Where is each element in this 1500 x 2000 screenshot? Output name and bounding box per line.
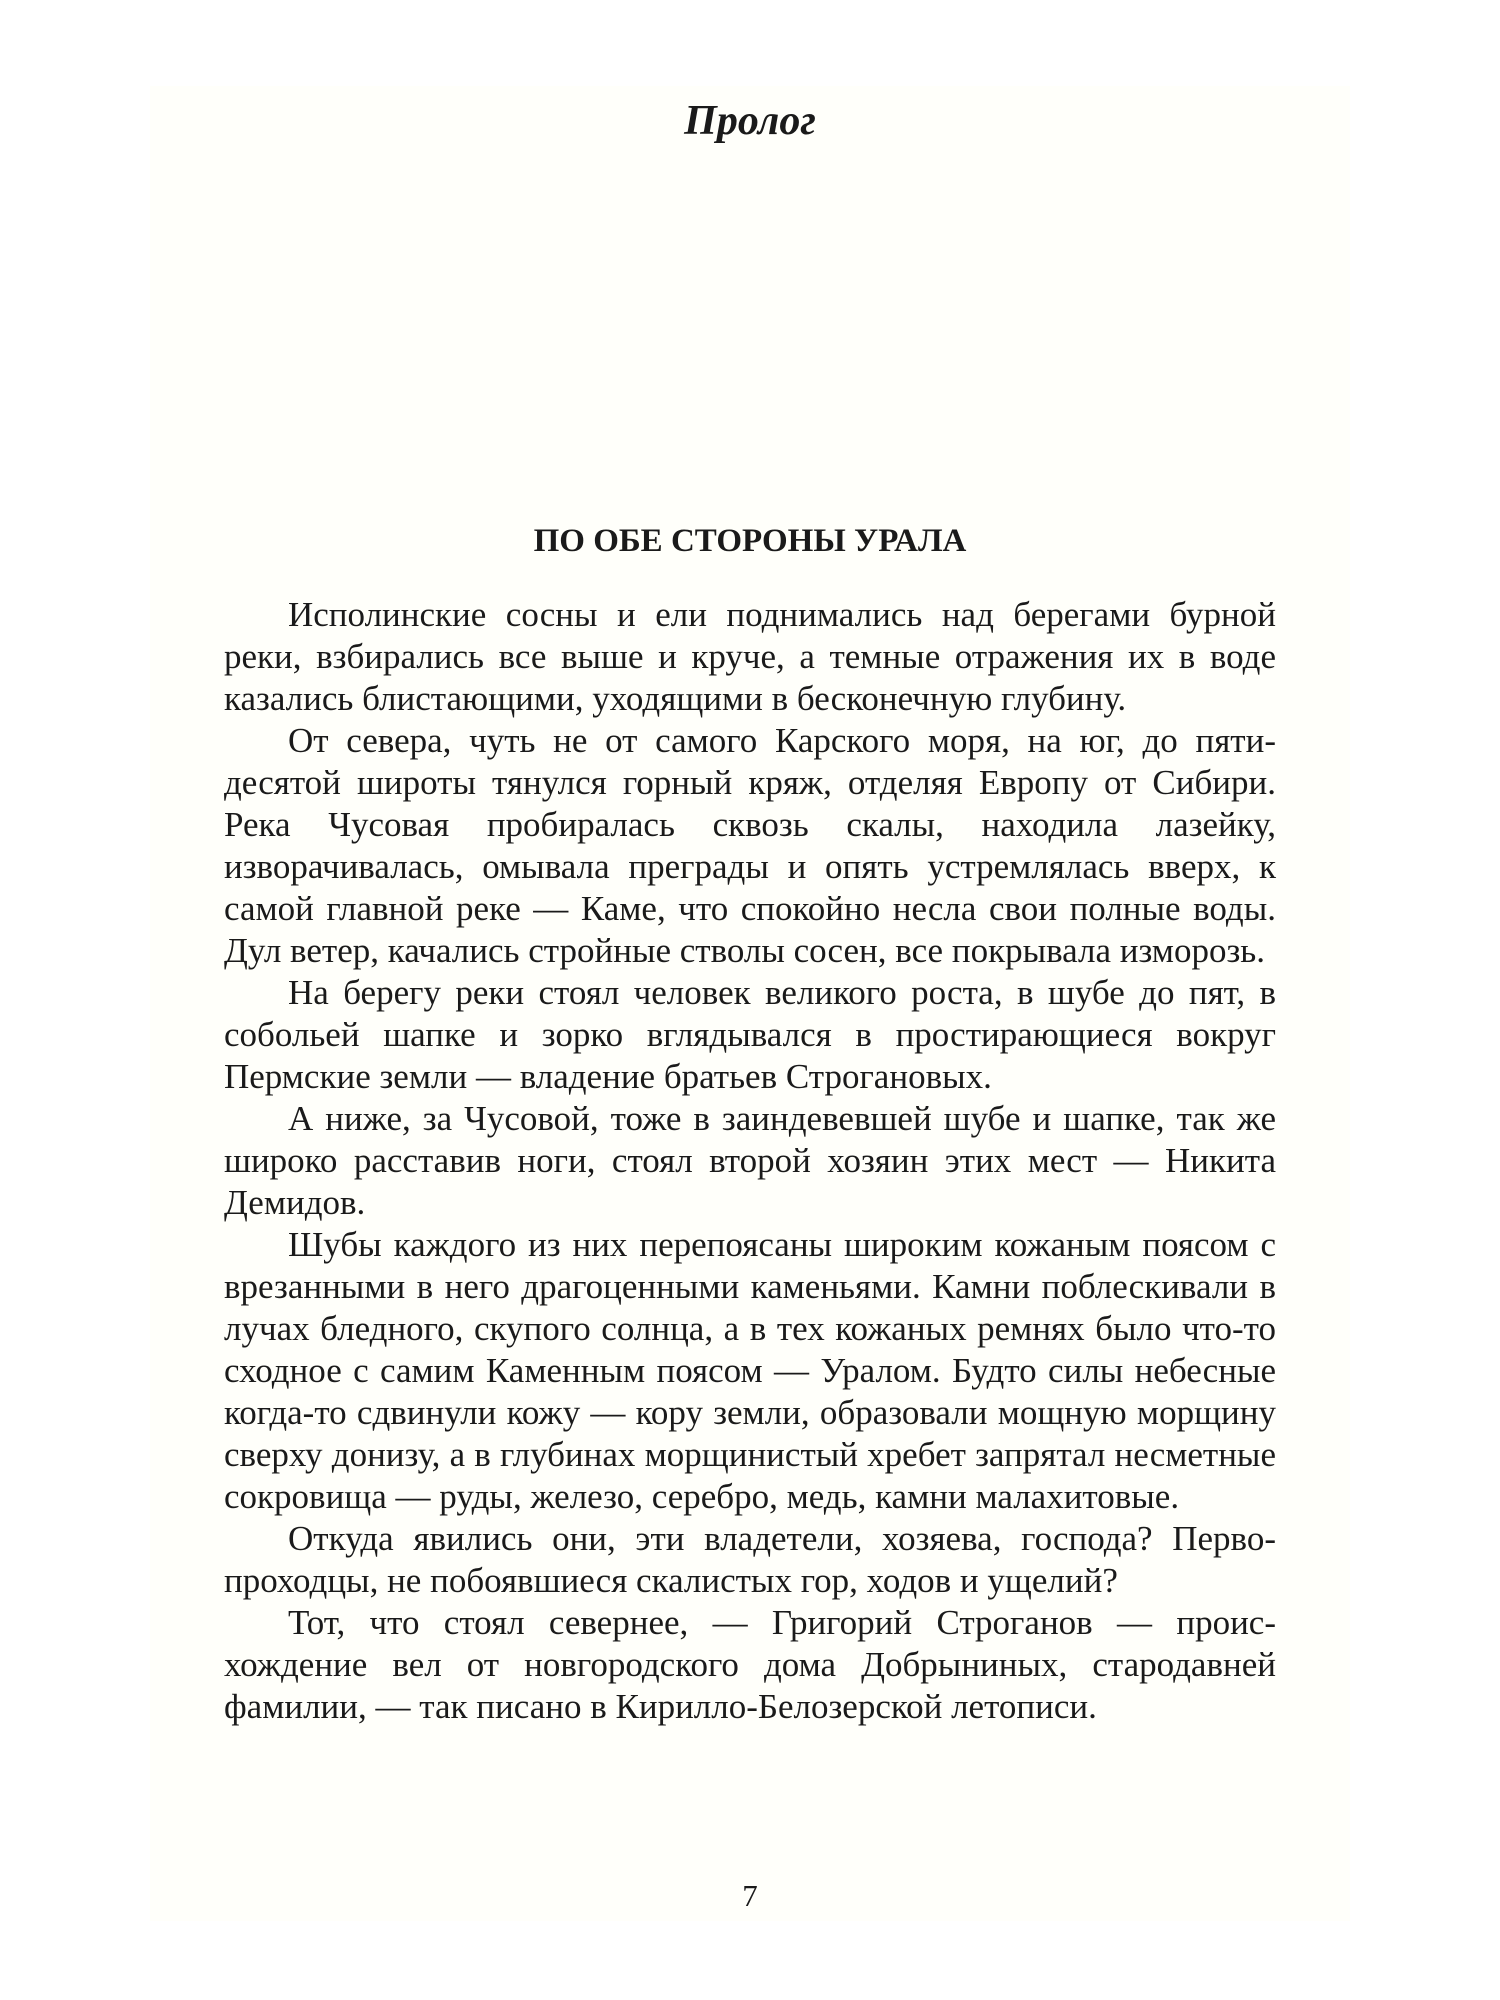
running-title: Пролог xyxy=(684,98,816,144)
paragraph: А ниже, за Чусовой, тоже в заиндевевшей шубе и шапке, так же широко расставив ноги, стоял второй хозяин этих мест — Никита Демидов. xyxy=(224,1099,1276,1222)
paragraph: От севера, чуть не от самого Карского моря, на юг, до пятидесятой широты тянулся горный кряж, отделяя Европу от Сибири. Река Чусовая пробиралась сквозь скалы, находила лазейку, изворачивалась, омывала преграды и опять устремлялась вверх, к самой главной реке — Каме, что спокойно несла свои полные воды. Дул ветер, качались стройные стволы сосен, все покрывала изморозь. xyxy=(224,721,1276,970)
paragraph: На берегу реки стоял человек великого роста, в шубе до пят, в собольей шапке и зорко вглядывался в простирающиеся вокруг Пермские земли — владение братьев Строгановых. xyxy=(224,973,1276,1096)
paragraph: Исполинские сосны и ели поднимались над берегами бурной реки, взбирались все выше и круче, а темные отражения их в воде казались блистающими, уходящими в бесконечную глубину. xyxy=(224,595,1276,718)
paragraph: Откуда явились они, эти владетели, хозяева, господа? Первопроходцы, не побоявшиеся скалистых гор, ходов и ущелий? xyxy=(224,1519,1276,1600)
chapter-title: ПО ОБЕ СТОРОНЫ УРАЛА xyxy=(533,523,967,559)
paragraph: Тот, что стоял севернее, — Григорий Строганов — происхождение вел от новгородского дома Добрыниных, стародавней фамилии, — так писано в Кирилло-Белозерской летописи. xyxy=(224,1603,1276,1726)
paragraph: Шубы каждого из них перепоясаны широким кожаным поясом с врезанными в него драгоценными каменьями. Камни поблескивали в лучах бледного, скупого солнца, а в тех кожаных ремнях было что-то сходное с самим Каменным поясом — Уралом. Будто силы небесные когда-то сдвинули кожу — кору земли, образовали мощную морщину сверху донизу, а в глубинах морщинистый хребет запрятал несметные сокровища — руды, железо, серебро, медь, камни малахитовые. xyxy=(224,1225,1276,1516)
book-page xyxy=(150,86,1350,1921)
body-text xyxy=(224,594,1276,1728)
page-number: 7 xyxy=(742,1878,758,1913)
